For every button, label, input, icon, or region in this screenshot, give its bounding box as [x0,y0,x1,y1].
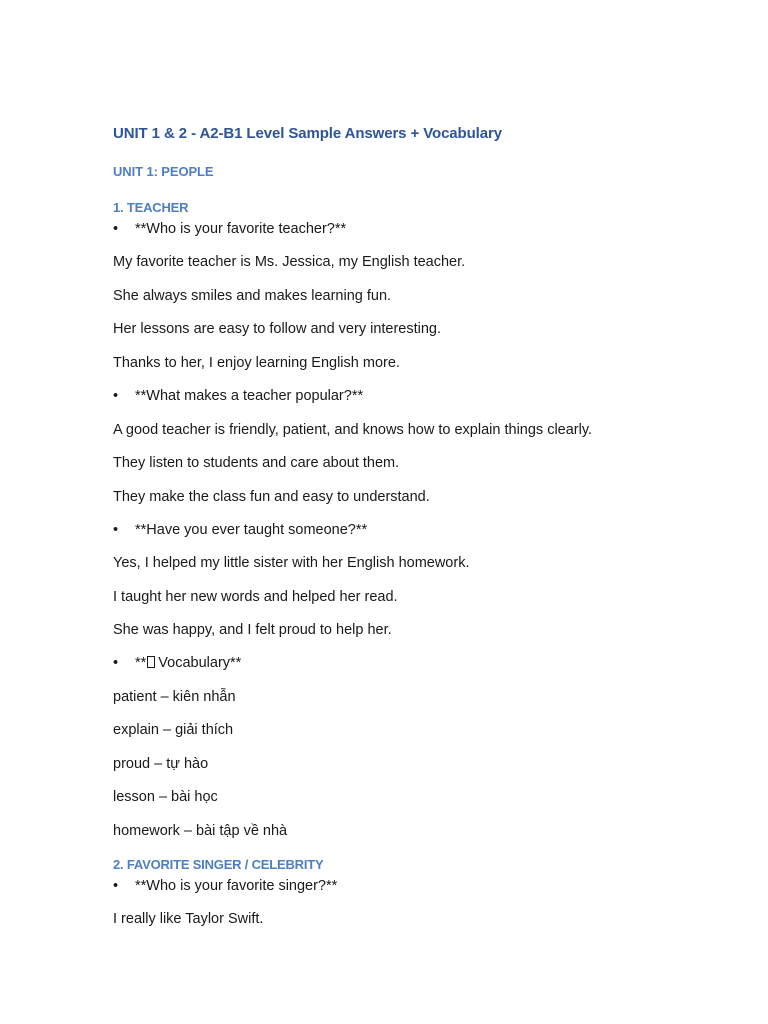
bullet-icon: • [113,221,119,237]
question-text: **Who is your favorite teacher?** [135,221,347,237]
vocabulary-item: patient – kiên nhẫn [113,689,236,705]
vocabulary-item: proud – tự hào [113,756,209,772]
document-title: UNIT 1 & 2 - A2-B1 Level Sample Answers + Vocabulary [113,125,502,142]
bullet-icon: • [113,655,119,671]
missing-glyph-icon [147,656,155,668]
answer-line: She was happy, and I felt proud to help her. [113,622,392,638]
question-bullet [113,522,367,538]
question-text: **Who is your favorite singer?** [135,878,338,894]
section-heading-singer: 2. FAVORITE SINGER / CELEBRITY [113,857,324,872]
answer-line: Yes, I helped my little sister with her English homework. [113,555,470,571]
bullet-icon: • [113,388,119,404]
vocabulary-item: explain – giải thích [113,722,234,738]
answer-line: I really like Taylor Swift. [113,911,264,927]
vocabulary-bullet [113,655,241,671]
answer-line: A good teacher is friendly, patient, and knows how to explain things clearly. [113,422,593,438]
question-text: **What makes a teacher popular?** [135,388,364,404]
answer-line: They listen to students and care about them. [113,455,400,471]
question-text: **Have you ever taught someone?** [135,522,368,538]
vocabulary-prefix: ** [135,655,147,671]
vocabulary-item: lesson – bài học [113,789,218,805]
answer-line: I taught her new words and helped her read. [113,589,398,605]
question-bullet [113,221,346,237]
bullet-icon: • [113,878,119,894]
answer-line: They make the class fun and easy to understand. [113,489,430,505]
unit-heading: UNIT 1: PEOPLE [113,164,214,179]
question-bullet [113,878,337,894]
vocabulary-label: Vocabulary** [158,655,242,671]
answer-line: She always smiles and makes learning fun. [113,288,392,304]
question-bullet [113,388,363,404]
answer-line: Her lessons are easy to follow and very interesting. [113,321,442,337]
section-heading-teacher: 1. TEACHER [113,200,189,215]
bullet-icon: • [113,522,119,538]
answer-line: Thanks to her, I enjoy learning English more. [113,355,400,371]
answer-line: My favorite teacher is Ms. Jessica, my English teacher. [113,254,466,270]
vocabulary-item: homework – bài tập về nhà [113,823,288,839]
